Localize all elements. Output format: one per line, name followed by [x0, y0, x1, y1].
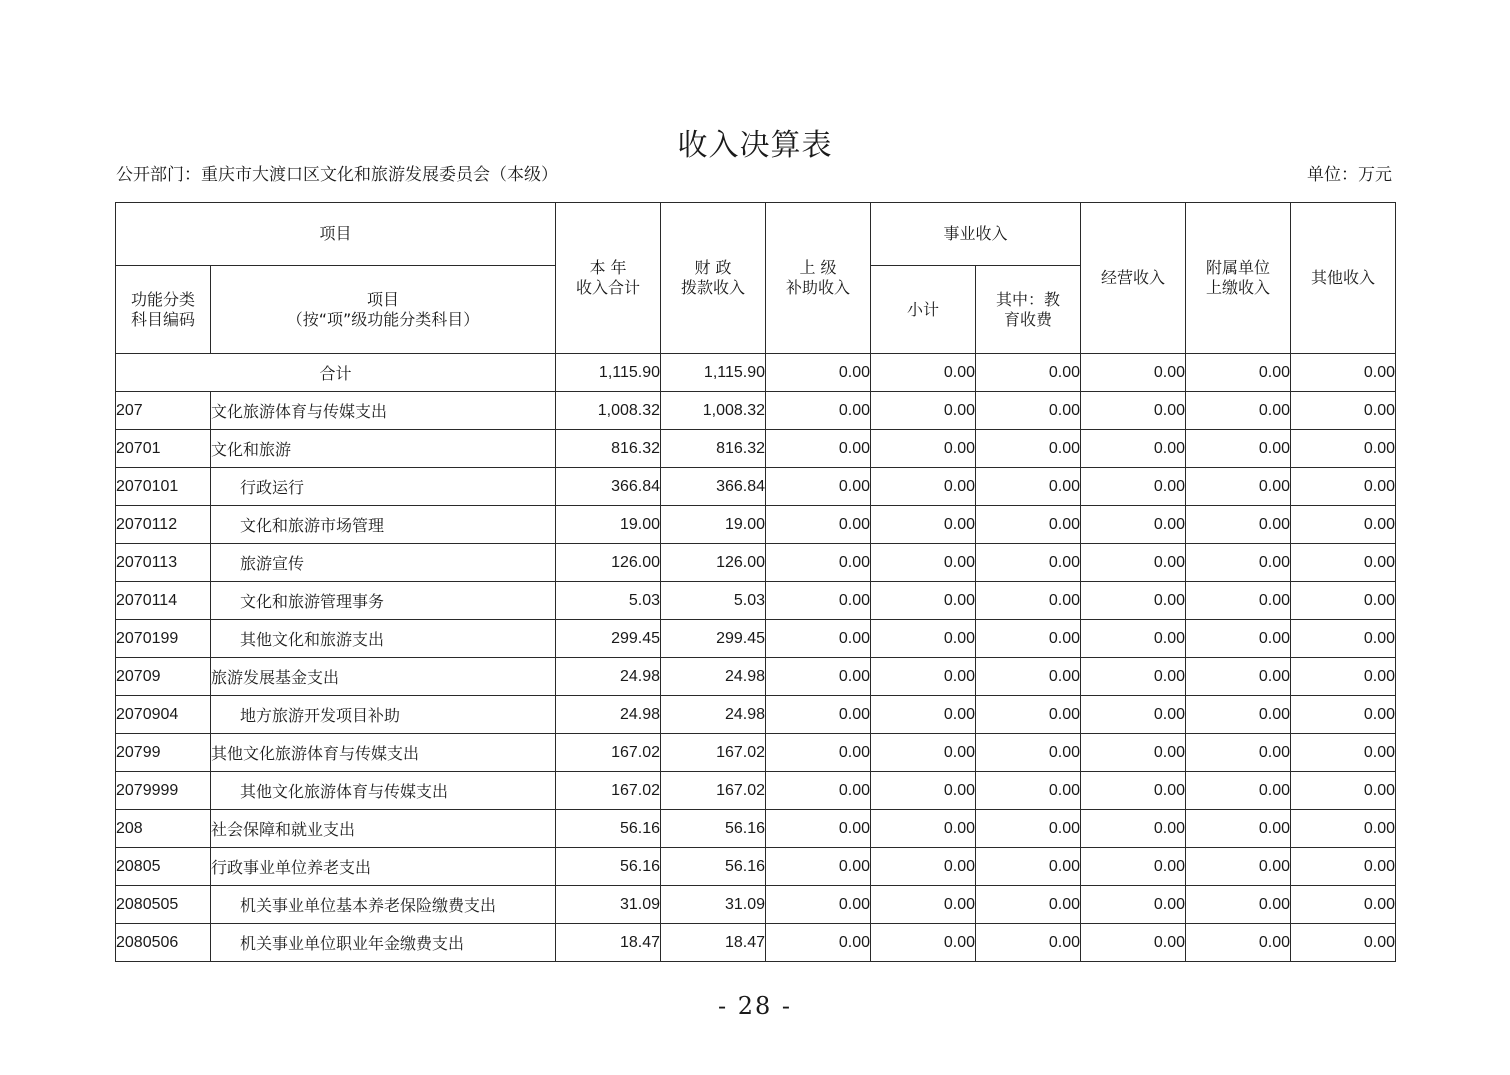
row-value: 0.00 — [766, 810, 871, 848]
row-name: 机关事业单位职业年金缴费支出 — [211, 924, 556, 962]
row-value: 0.00 — [976, 468, 1081, 506]
total-value: 0.00 — [1081, 354, 1186, 392]
row-value: 19.00 — [556, 506, 661, 544]
row-value: 0.00 — [976, 810, 1081, 848]
row-code: 20799 — [116, 734, 211, 772]
row-value: 18.47 — [556, 924, 661, 962]
row-code: 2080506 — [116, 924, 211, 962]
row-value: 0.00 — [976, 582, 1081, 620]
header-func-code — [116, 266, 211, 354]
row-value: 0.00 — [871, 582, 976, 620]
row-code: 2079999 — [116, 772, 211, 810]
row-value: 0.00 — [766, 430, 871, 468]
table-row — [116, 392, 1396, 430]
row-value: 0.00 — [1291, 392, 1396, 430]
header-item-name-label: 项目 （按“项”级功能分类科目） — [286, 289, 480, 329]
row-value: 816.32 — [556, 430, 661, 468]
row-value: 5.03 — [661, 582, 766, 620]
table-row — [116, 886, 1396, 924]
row-value: 0.00 — [1081, 620, 1186, 658]
row-value: 0.00 — [1186, 848, 1291, 886]
row-value: 0.00 — [1291, 924, 1396, 962]
row-name: 机关事业单位基本养老保险缴费支出 — [211, 886, 556, 924]
header-affiliated — [1186, 203, 1291, 354]
row-value: 0.00 — [976, 506, 1081, 544]
row-value: 0.00 — [1081, 924, 1186, 962]
row-value: 0.00 — [1081, 392, 1186, 430]
row-value: 0.00 — [1291, 886, 1396, 924]
row-value: 299.45 — [661, 620, 766, 658]
row-value: 0.00 — [871, 810, 976, 848]
row-code: 20709 — [116, 658, 211, 696]
row-value: 0.00 — [1186, 810, 1291, 848]
row-value: 0.00 — [766, 734, 871, 772]
row-value: 0.00 — [766, 924, 871, 962]
row-value: 0.00 — [871, 734, 976, 772]
row-value: 0.00 — [1186, 544, 1291, 582]
total-value: 1,115.90 — [661, 354, 766, 392]
row-value: 0.00 — [976, 392, 1081, 430]
row-code: 2070112 — [116, 506, 211, 544]
row-value: 1,008.32 — [556, 392, 661, 430]
row-value: 0.00 — [976, 848, 1081, 886]
unit-label: 单位：万元 — [1307, 165, 1392, 185]
row-value: 0.00 — [1186, 696, 1291, 734]
row-value: 0.00 — [871, 620, 976, 658]
row-name: 行政事业单位养老支出 — [211, 848, 556, 886]
row-value: 56.16 — [556, 848, 661, 886]
row-value: 0.00 — [1186, 582, 1291, 620]
row-value: 366.84 — [661, 468, 766, 506]
row-value: 0.00 — [766, 772, 871, 810]
row-value: 0.00 — [976, 544, 1081, 582]
total-value: 0.00 — [766, 354, 871, 392]
row-value: 0.00 — [976, 658, 1081, 696]
row-value: 0.00 — [766, 658, 871, 696]
row-value: 31.09 — [556, 886, 661, 924]
row-value: 0.00 — [871, 848, 976, 886]
row-code: 207 — [116, 392, 211, 430]
row-value: 0.00 — [1186, 430, 1291, 468]
row-value: 0.00 — [1081, 810, 1186, 848]
row-value: 0.00 — [1186, 392, 1291, 430]
row-value: 56.16 — [661, 848, 766, 886]
row-name: 旅游宣传 — [211, 544, 556, 582]
row-value: 0.00 — [871, 658, 976, 696]
row-value: 0.00 — [1081, 848, 1186, 886]
row-value: 0.00 — [1291, 772, 1396, 810]
row-name: 文化和旅游 — [211, 430, 556, 468]
row-value: 167.02 — [556, 734, 661, 772]
row-code: 20701 — [116, 430, 211, 468]
row-value: 0.00 — [976, 886, 1081, 924]
row-value: 0.00 — [1291, 848, 1396, 886]
row-value: 0.00 — [976, 620, 1081, 658]
row-code: 2070113 — [116, 544, 211, 582]
table-row — [116, 734, 1396, 772]
row-value: 0.00 — [766, 544, 871, 582]
page-number: - 28 - — [717, 992, 792, 1020]
row-name: 其他文化旅游体育与传媒支出 — [211, 734, 556, 772]
row-value: 24.98 — [556, 658, 661, 696]
row-value: 0.00 — [1186, 734, 1291, 772]
total-value: 1,115.90 — [556, 354, 661, 392]
table-row — [116, 810, 1396, 848]
row-value: 816.32 — [661, 430, 766, 468]
row-name: 地方旅游开发项目补助 — [211, 696, 556, 734]
total-row — [116, 354, 1396, 392]
total-value: 0.00 — [1291, 354, 1396, 392]
row-code: 20805 — [116, 848, 211, 886]
row-value: 0.00 — [976, 772, 1081, 810]
header-item-group: 项目 — [116, 203, 556, 266]
header-total-income-label: 本 年 收入合计 — [576, 258, 641, 297]
row-value: 0.00 — [1291, 620, 1396, 658]
row-name: 其他文化和旅游支出 — [211, 620, 556, 658]
table-row — [116, 468, 1396, 506]
header-other: 其他收入 — [1291, 203, 1396, 354]
row-value: 0.00 — [871, 506, 976, 544]
row-code: 2070904 — [116, 696, 211, 734]
row-value: 19.00 — [661, 506, 766, 544]
row-value: 24.98 — [661, 658, 766, 696]
total-value: 0.00 — [1186, 354, 1291, 392]
row-value: 56.16 — [661, 810, 766, 848]
row-value: 24.98 — [556, 696, 661, 734]
row-value: 0.00 — [1186, 620, 1291, 658]
row-code: 2080505 — [116, 886, 211, 924]
row-value: 0.00 — [1186, 886, 1291, 924]
row-value: 0.00 — [766, 468, 871, 506]
header-education — [976, 266, 1081, 354]
row-value: 0.00 — [871, 430, 976, 468]
row-value: 0.00 — [976, 734, 1081, 772]
row-value: 0.00 — [871, 772, 976, 810]
row-value: 366.84 — [556, 468, 661, 506]
row-value: 0.00 — [871, 924, 976, 962]
row-value: 0.00 — [766, 696, 871, 734]
table-row — [116, 506, 1396, 544]
header-superior — [766, 203, 871, 354]
table-row — [116, 772, 1396, 810]
row-value: 0.00 — [871, 468, 976, 506]
row-value: 31.09 — [661, 886, 766, 924]
row-value: 0.00 — [1291, 544, 1396, 582]
total-value: 0.00 — [976, 354, 1081, 392]
row-value: 0.00 — [766, 392, 871, 430]
row-value: 0.00 — [1081, 544, 1186, 582]
row-code: 2070101 — [116, 468, 211, 506]
table-row — [116, 848, 1396, 886]
row-value: 0.00 — [1291, 810, 1396, 848]
row-value: 24.98 — [661, 696, 766, 734]
header-affiliated-label: 附属单位 上缴收入 — [1206, 258, 1271, 297]
row-value: 0.00 — [766, 886, 871, 924]
row-value: 0.00 — [766, 848, 871, 886]
header-item-name — [211, 266, 556, 354]
row-value: 0.00 — [1186, 468, 1291, 506]
header-total-income — [556, 203, 661, 354]
header-fiscal — [661, 203, 766, 354]
row-value: 0.00 — [976, 430, 1081, 468]
row-value: 0.00 — [766, 506, 871, 544]
row-value: 0.00 — [1081, 468, 1186, 506]
table-row — [116, 620, 1396, 658]
row-value: 0.00 — [1291, 582, 1396, 620]
row-value: 0.00 — [1081, 772, 1186, 810]
row-value: 0.00 — [871, 392, 976, 430]
table-row — [116, 582, 1396, 620]
header-fiscal-label: 财 政 拨款收入 — [681, 258, 746, 297]
income-table — [115, 202, 1396, 962]
row-code: 208 — [116, 810, 211, 848]
row-value: 0.00 — [1081, 658, 1186, 696]
total-value: 0.00 — [871, 354, 976, 392]
row-value: 0.00 — [871, 544, 976, 582]
row-value: 1,008.32 — [661, 392, 766, 430]
row-value: 0.00 — [766, 582, 871, 620]
table-row — [116, 430, 1396, 468]
row-name: 文化和旅游市场管理 — [211, 506, 556, 544]
header-superior-label: 上 级 补助收入 — [786, 258, 851, 297]
row-value: 0.00 — [1081, 886, 1186, 924]
header-func-code-label: 功能分类 科目编码 — [130, 289, 195, 329]
row-name: 其他文化旅游体育与传媒支出 — [211, 772, 556, 810]
row-value: 0.00 — [976, 924, 1081, 962]
row-value: 0.00 — [1186, 658, 1291, 696]
total-label: 合计 — [116, 354, 556, 392]
table-header — [116, 203, 1396, 354]
row-value: 0.00 — [1081, 430, 1186, 468]
row-value: 0.00 — [1186, 506, 1291, 544]
row-value: 0.00 — [1291, 734, 1396, 772]
row-value: 0.00 — [766, 620, 871, 658]
table-body — [116, 354, 1396, 962]
header-education-label: 其中：教 育收费 — [996, 289, 1061, 329]
row-name: 行政运行 — [211, 468, 556, 506]
row-value: 0.00 — [1081, 734, 1186, 772]
row-value: 5.03 — [556, 582, 661, 620]
row-value: 0.00 — [1081, 506, 1186, 544]
row-value: 126.00 — [556, 544, 661, 582]
row-code: 2070114 — [116, 582, 211, 620]
row-value: 0.00 — [976, 696, 1081, 734]
row-name: 文化旅游体育与传媒支出 — [211, 392, 556, 430]
table-row — [116, 924, 1396, 962]
header-subtotal: 小计 — [871, 266, 976, 354]
row-value: 0.00 — [1291, 468, 1396, 506]
row-value: 0.00 — [871, 886, 976, 924]
table-row — [116, 696, 1396, 734]
page-title: 收入决算表 — [677, 128, 833, 163]
row-value: 0.00 — [1291, 658, 1396, 696]
row-name: 社会保障和就业支出 — [211, 810, 556, 848]
department-label: 公开部门：重庆市大渡口区文化和旅游发展委员会（本级） — [116, 165, 558, 185]
row-value: 0.00 — [1291, 696, 1396, 734]
row-value: 167.02 — [661, 734, 766, 772]
row-value: 0.00 — [1186, 772, 1291, 810]
row-value: 167.02 — [661, 772, 766, 810]
header-operating: 经营收入 — [1081, 203, 1186, 354]
row-value: 56.16 — [556, 810, 661, 848]
row-code: 2070199 — [116, 620, 211, 658]
table-row — [116, 544, 1396, 582]
row-value: 0.00 — [1291, 430, 1396, 468]
row-value: 0.00 — [1291, 506, 1396, 544]
row-value: 126.00 — [661, 544, 766, 582]
row-name: 文化和旅游管理事务 — [211, 582, 556, 620]
row-value: 0.00 — [1186, 924, 1291, 962]
row-value: 0.00 — [1081, 582, 1186, 620]
table-row — [116, 658, 1396, 696]
row-value: 0.00 — [1081, 696, 1186, 734]
row-name: 旅游发展基金支出 — [211, 658, 556, 696]
row-value: 0.00 — [871, 696, 976, 734]
header-business-group: 事业收入 — [871, 203, 1081, 266]
row-value: 167.02 — [556, 772, 661, 810]
row-value: 18.47 — [661, 924, 766, 962]
row-value: 299.45 — [556, 620, 661, 658]
